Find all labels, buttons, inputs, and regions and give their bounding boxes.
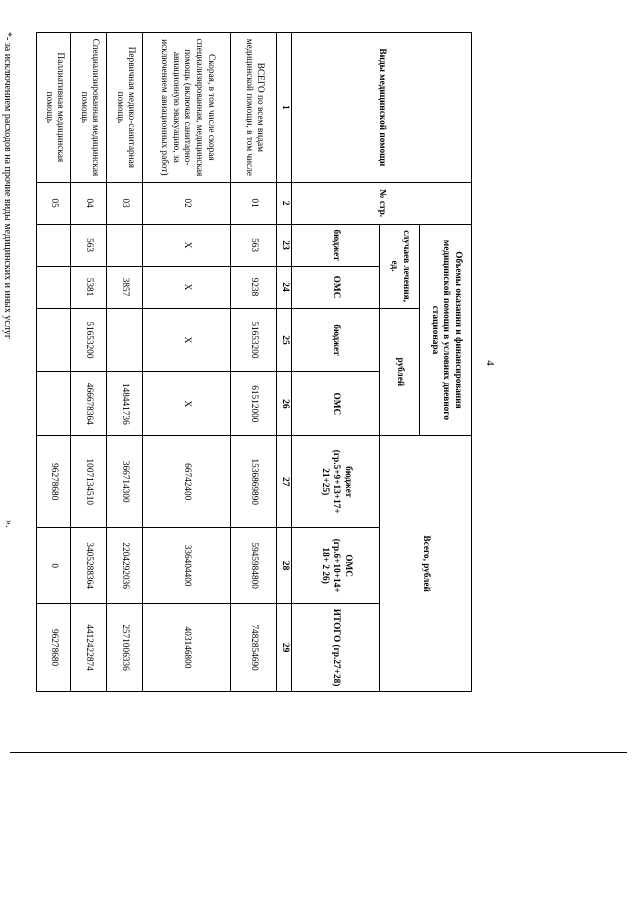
cell-c25 <box>37 308 71 372</box>
rotated-page <box>2 32 496 692</box>
col-number: 24 <box>277 266 292 308</box>
col-number: 23 <box>277 224 292 266</box>
header-budget-rubles: бюджет <box>292 308 380 372</box>
cell-c29: 403146800 <box>143 604 231 692</box>
cell-c25 <box>107 308 143 372</box>
cell-c23: X <box>143 224 231 266</box>
cell-c27: 66742400 <box>143 436 231 528</box>
header-oms-cases: ОМС <box>292 266 380 308</box>
row-name: Специализированная медицинская помощь <box>71 33 107 183</box>
col-number: 25 <box>277 308 292 372</box>
cell-c27: 1536869890 <box>231 436 277 528</box>
closing-quote: ». <box>3 520 14 528</box>
cell-c25: 51653200 <box>71 308 107 372</box>
cell-c23 <box>37 224 71 266</box>
header-cases: случаев лечения, ед. <box>380 224 420 308</box>
cell-c26: 148441736 <box>107 372 143 436</box>
header-total: Всего, рублей <box>380 436 472 692</box>
cell-c29: 2571006336 <box>107 604 143 692</box>
header-total-budget: бюджет (гр.5+9+13+17+ 21+25) <box>292 436 380 528</box>
cell-c27: 96278680 <box>37 436 71 528</box>
cell-c23: 563 <box>71 224 107 266</box>
cell-c25: X <box>143 308 231 372</box>
row-name: Паллиативная медицинская помощь <box>37 33 71 183</box>
col-number: 1 <box>277 33 292 183</box>
footnote: *- за исключением расходов на прочие виды медицинских и иных услуг <box>2 32 13 339</box>
cell-c29: 4412422874 <box>71 604 107 692</box>
cell-c29: 7482854690 <box>231 604 277 692</box>
cell-c24: X <box>143 266 231 308</box>
cell-c27: 366714300 <box>107 436 143 528</box>
header-total-sum: ИТОГО (гр.27+28) <box>292 604 380 692</box>
table-row <box>107 33 143 692</box>
table-row <box>71 33 107 692</box>
cell-c23 <box>107 224 143 266</box>
header-budget-cases: бюджет <box>292 224 380 266</box>
cell-c26: 61512000 <box>231 372 277 436</box>
cell-c28: 336404400 <box>143 528 231 604</box>
cell-c26: X <box>143 372 231 436</box>
cell-c28: 0 <box>37 528 71 604</box>
header-rubles: рублей <box>380 308 420 436</box>
table-row <box>143 33 231 692</box>
col-number: 29 <box>277 604 292 692</box>
cell-c28: 2204292036 <box>107 528 143 604</box>
page-divider <box>10 752 627 753</box>
header-oms-rubles: ОМС <box>292 372 380 436</box>
cell-c26: 466678364 <box>71 372 107 436</box>
cell-c29: 96278680 <box>37 604 71 692</box>
cell-c24: 9238 <box>231 266 277 308</box>
col-number: 28 <box>277 528 292 604</box>
row-number: 01 <box>231 182 277 224</box>
cell-c26 <box>37 372 71 436</box>
header-total-oms: ОМС (гр.6+10+14+ 18+ 2 26) <box>292 528 380 604</box>
col-number: 2 <box>277 182 292 224</box>
row-name: Первичная медико-санитарная помощь <box>107 33 143 183</box>
row-number: 03 <box>107 182 143 224</box>
cell-c24: 5381 <box>71 266 107 308</box>
page-number: 4 <box>484 360 496 366</box>
cell-c24: 3857 <box>107 266 143 308</box>
cell-c24 <box>37 266 71 308</box>
cell-c23: 563 <box>231 224 277 266</box>
cell-c25: 51653200 <box>231 308 277 372</box>
row-name: ВСЕГО по всем видам медицинской помощи, в том числе <box>231 33 277 183</box>
row-name: Скорая, в том числе скорая специализированная, медицинская помощь (включая санитарно-авиационную эвакуацию, за исключением авиационных работ) <box>143 33 231 183</box>
row-number: 05 <box>37 182 71 224</box>
row-number: 04 <box>71 182 107 224</box>
header-kinds: Виды медицинской помощи <box>292 33 472 183</box>
row-number: 02 <box>143 182 231 224</box>
header-row-number: № стр. <box>292 182 472 224</box>
cell-c28: 3405288364 <box>71 528 107 604</box>
table-row <box>231 33 277 692</box>
cell-c27: 1007134510 <box>71 436 107 528</box>
cell-c28: 5945984800 <box>231 528 277 604</box>
col-number: 26 <box>277 372 292 436</box>
table-row <box>37 33 71 692</box>
col-number: 27 <box>277 436 292 528</box>
financing-table <box>36 32 472 692</box>
header-volumes: Объемы оказания и финансирования медицинской помощи в условиях дневного стационара <box>420 224 472 436</box>
